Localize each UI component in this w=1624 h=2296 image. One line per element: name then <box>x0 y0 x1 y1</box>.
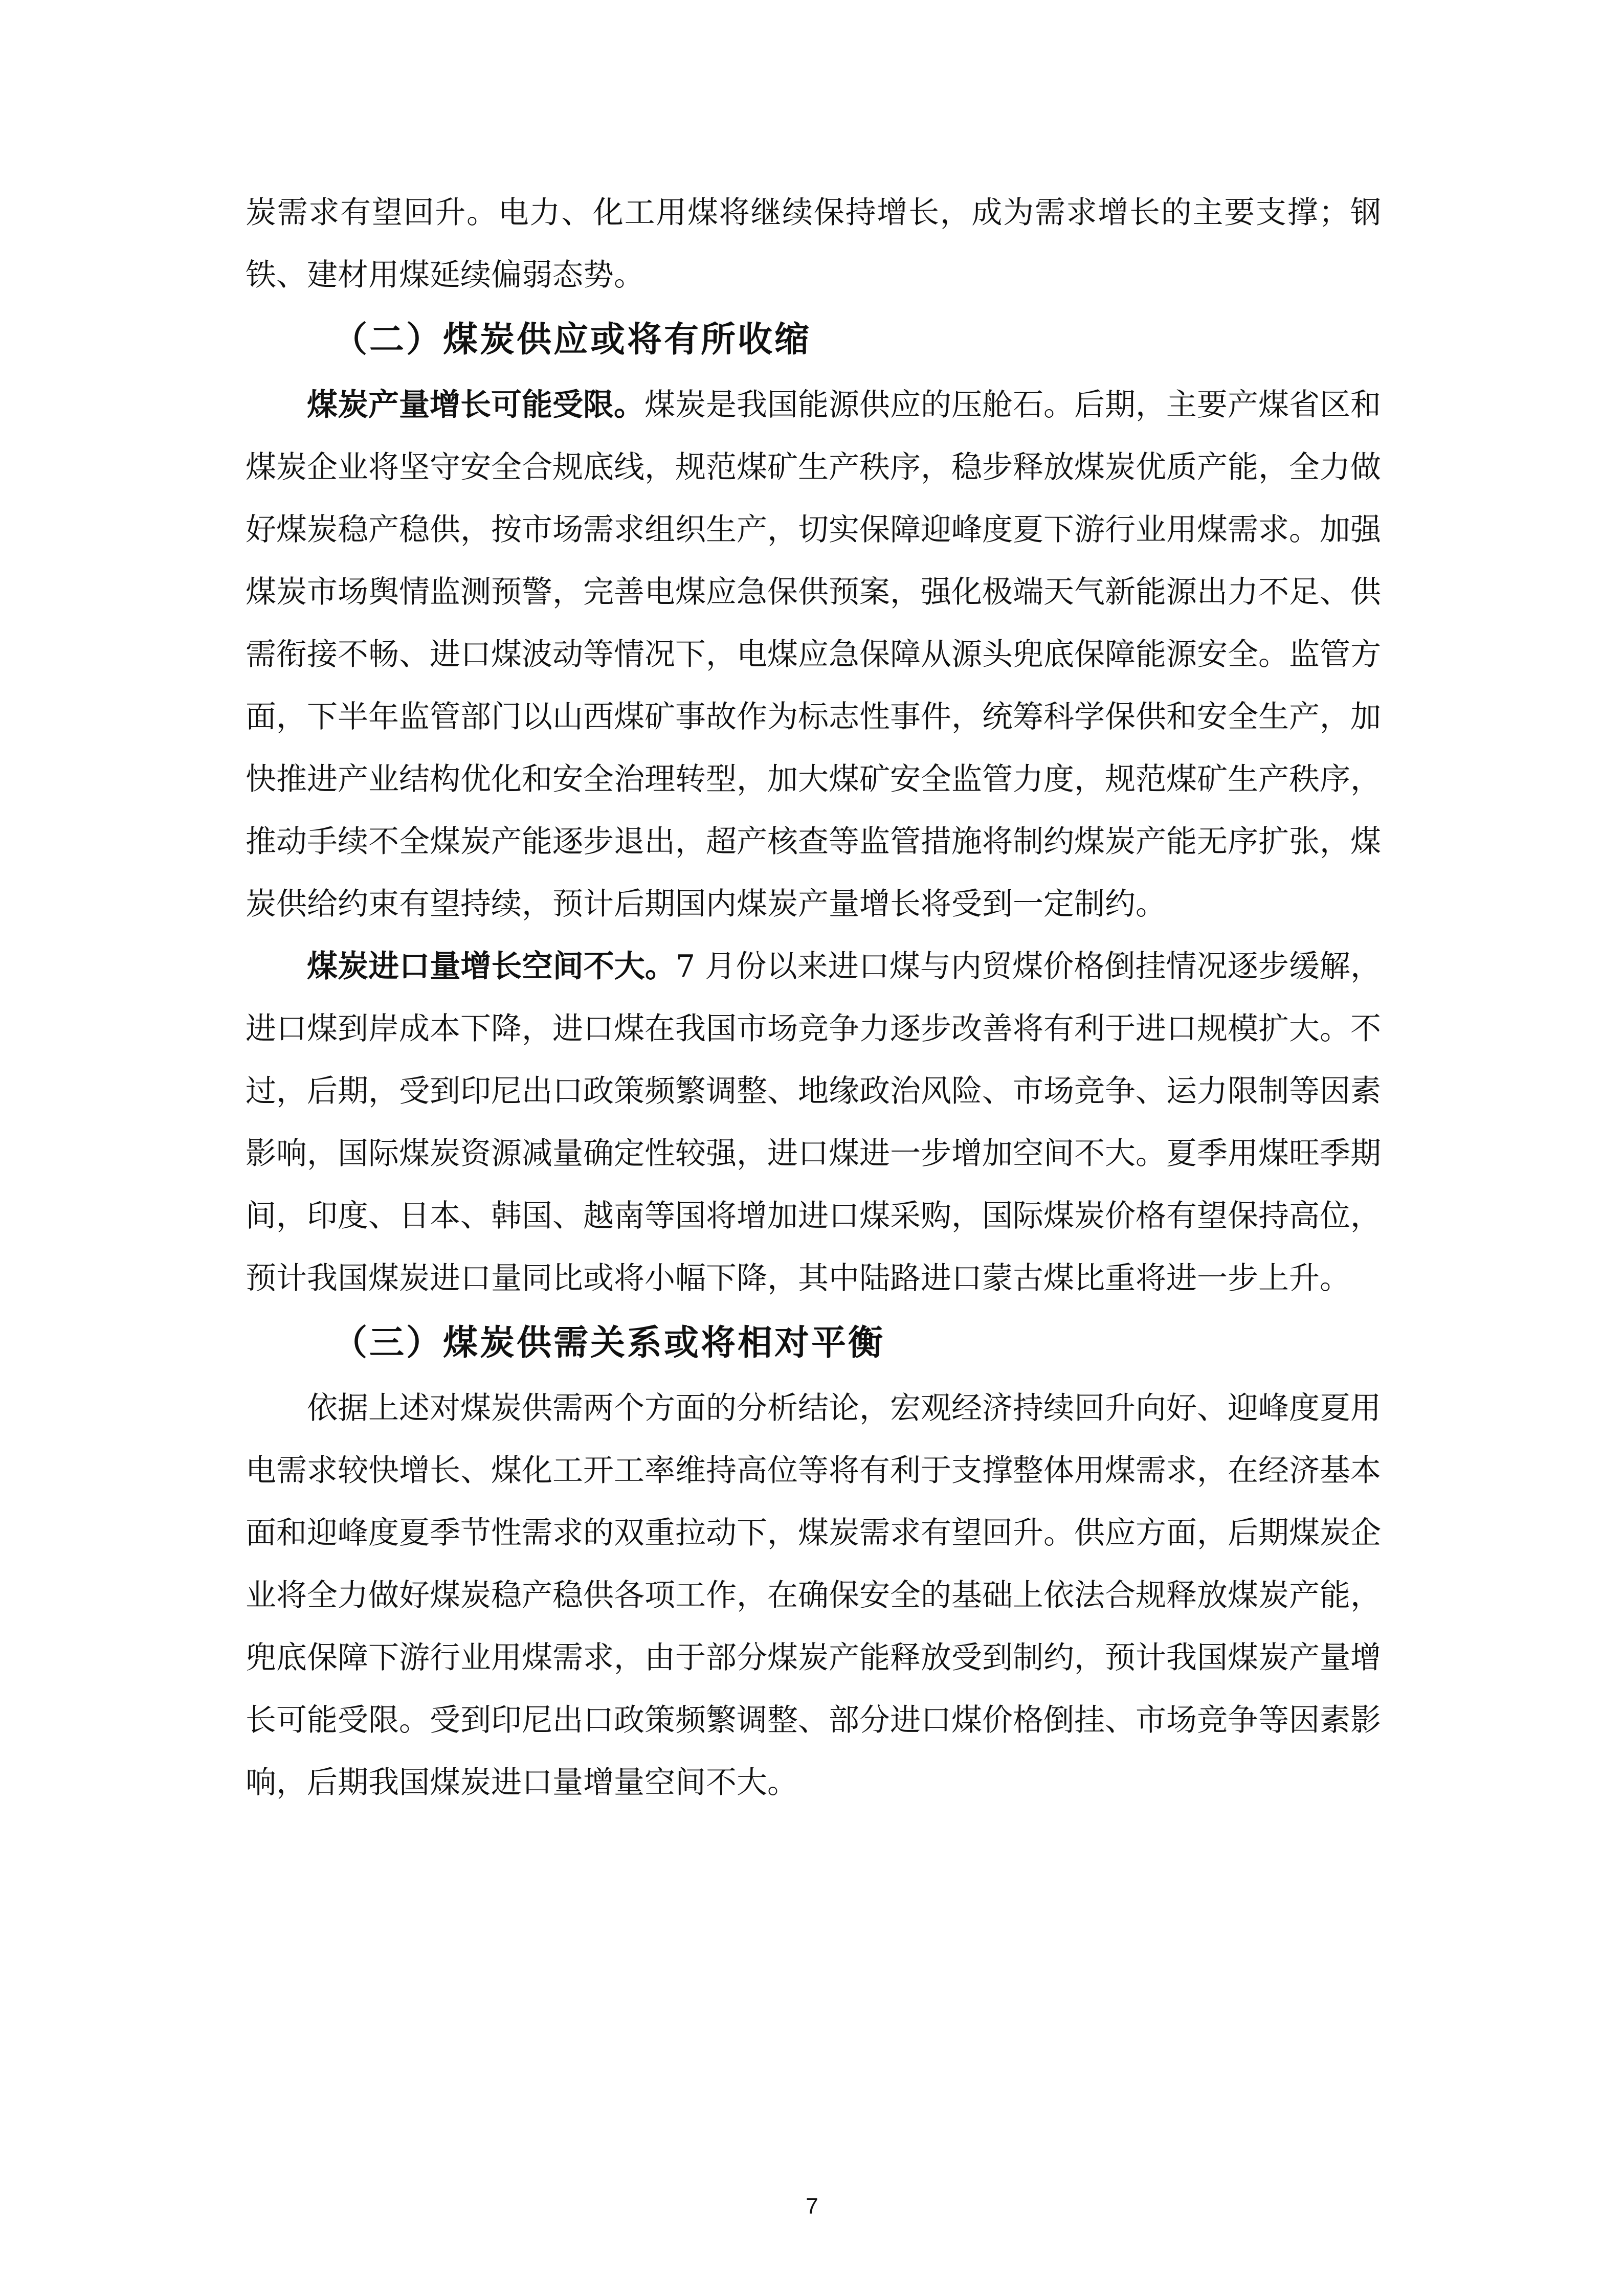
section-2-paragraph-coal-imports <box>246 935 1381 1310</box>
page-content <box>246 182 1381 1814</box>
section-2-heading: （二）煤炭供应或将有所收缩 <box>332 320 812 360</box>
section-2-paragraph-coal-output <box>246 374 1381 935</box>
intro-continuation-paragraph: 炭需求有望回升。电力、化工用煤将继续保持增长，成为需求增长的主要支撑；钢铁、建材用煤延续偏弱态势。 <box>246 195 1381 293</box>
section-2-paragraph-1-body: 煤炭是我国能源供应的压舱石。后期，主要产煤省区和煤炭企业将坚守安全合规底线，规范煤矿生产秩序，稳步释放煤炭优质产能，全力做好煤炭稳产稳供，按市场需求组织生产，切实保障迎峰度夏下游行业用煤需求。加强煤炭市场舆情监测预警，完善电煤应急保供预案，强化极端天气新能源出力不足、供需衔接不畅、进口煤波动等情况下，电煤应急保障从源头兜底保障能源安全。监管方面，下半年监管部门以山西煤矿事故作为标志性事件，统筹科学保供和安全生产，加快推进产业结构优化和安全治理转型，加大煤矿安全监管力度，规范煤矿生产秩序，推动手续不全煤炭产能逐步退出，超产核查等监管措施将制约煤炭产能无序扩张，煤炭供给约束有望持续，预计后期国内煤炭产量增长将受到一定制约。 <box>246 387 1381 922</box>
section-2-paragraph-2-lead: 煤炭进口量增长空间不大。 <box>307 949 676 984</box>
section-3-heading: （三）煤炭供需关系或将相对平衡 <box>332 1323 885 1363</box>
section-3-paragraph: 依据上述对煤炭供需两个方面的分析结论，宏观经济持续回升向好、迎峰度夏用电需求较快增长、煤化工开工率维持高位等将有利于支撑整体用煤需求，在经济基本面和迎峰度夏季节性需求的双重拉动下，煤炭需求有望回升。供应方面，后期煤炭企业将全力做好煤炭稳产稳供各项工作，在确保安全的基础上依法合规释放煤炭产能，兜底保障下游行业用煤需求，由于部分煤炭产能释放受到制约，预计我国煤炭产量增长可能受限。受到印尼出口政策频繁调整、部分进口煤价格倒挂、市场竞争等因素影响，后期我国煤炭进口量增量空间不大。 <box>246 1390 1381 1800</box>
section-2-paragraph-1-lead: 煤炭产量增长可能受限。 <box>307 387 644 423</box>
page-number: 7 <box>806 2194 818 2219</box>
section-2-paragraph-2-body: 7 月份以来进口煤与内贸煤价格倒挂情况逐步缓解，进口煤到岸成本下降，进口煤在我国市场竞争力逐步改善将有利于进口规模扩大。不过，后期，受到印尼出口政策频繁调整、地缘政治风险、市场竞争、运力限制等因素影响，国际煤炭资源减量确定性较强，进口煤进一步增加空间不大。夏季用煤旺季期间，印度、日本、韩国、越南等国将增加进口煤采购，国际煤炭价格有望保持高位，预计我国煤炭进口量同比或将小幅下降，其中陆路进口蒙古煤比重将进一步上升。 <box>246 949 1382 1296</box>
